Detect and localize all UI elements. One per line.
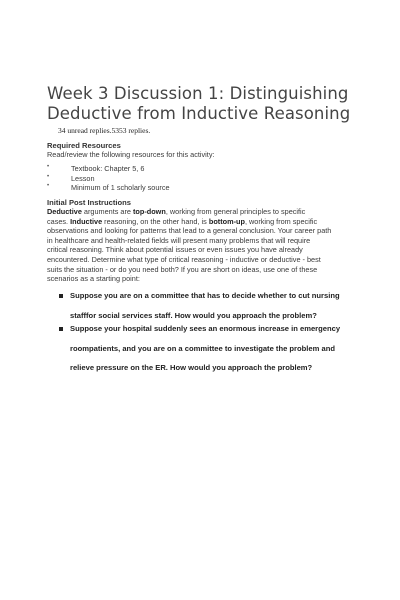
title-line-1: Week 3 Discussion 1: Distinguishing xyxy=(47,84,349,103)
paragraph-line: in healthcare and health-related fields will present many problems that will require xyxy=(47,235,311,245)
bullet-icon: • xyxy=(47,183,50,190)
resource-item xyxy=(47,183,347,193)
resource-item-label: Textbook: Chapter 5, 6 xyxy=(71,164,145,173)
paragraph-line: scenarios as a starting point: xyxy=(47,274,140,284)
text-run: , working from general principles to specific xyxy=(165,207,306,216)
text-run: , working from specific xyxy=(244,216,318,226)
text-run: arguments are xyxy=(81,207,133,216)
required-resources-heading: Required Resources xyxy=(47,141,121,150)
paragraph-line xyxy=(47,217,357,227)
term-inductive: Inductive xyxy=(70,216,103,226)
resource-list xyxy=(47,164,347,193)
term-deductive: Deductive xyxy=(47,207,82,216)
scenario-line: stafffor social services staff. How would you approach the problem? xyxy=(70,310,317,320)
scenario-item xyxy=(58,324,378,383)
resource-item-label: Lesson xyxy=(71,173,95,183)
scenario-line: relieve pressure on the ER. How would you approach the problem? xyxy=(70,363,313,372)
paragraph-line xyxy=(47,207,357,217)
paragraph-line: critical reasoning. Think about potential issues or even issues you have already xyxy=(47,245,303,255)
term-top-down: top-down xyxy=(132,207,166,216)
initial-post-paragraph xyxy=(47,207,357,284)
title-line-2: Deductive from Inductive Reasoning xyxy=(47,104,351,123)
square-bullet-icon xyxy=(59,294,63,298)
paragraph-line: encountered. Determine what type of critical reasoning - inductive or deductive - best xyxy=(47,254,321,264)
resource-item xyxy=(47,174,347,184)
paragraph-line: suits the situation - or do you need both? If you are short on ideas, use one of these xyxy=(47,264,318,274)
reply-count[interactable]: 34 unread replies.5353 replies. xyxy=(58,126,151,135)
required-resources-instruction: Read/review the following resources for this activity: xyxy=(47,150,215,159)
resource-item-label: Minimum of 1 scholarly source xyxy=(71,183,170,193)
square-bullet-icon xyxy=(59,327,63,331)
resource-item xyxy=(47,164,347,174)
scenario-line: Suppose your hospital suddenly sees an enormous increase in emergency xyxy=(70,324,341,333)
scenario-line: roompatients, and you are on a committee to investigate the problem and xyxy=(70,343,335,353)
initial-post-heading: Initial Post Instructions xyxy=(47,198,131,207)
text-run: cases. xyxy=(47,216,71,226)
scenario-line: Suppose you are on a committee that has to decide whether to cut nursing xyxy=(70,291,340,300)
page-title xyxy=(47,84,377,124)
term-bottom-up: bottom-up xyxy=(208,216,245,226)
bullet-icon: • xyxy=(47,173,50,180)
text-run: reasoning, on the other hand, is xyxy=(102,216,209,226)
bullet-icon: • xyxy=(47,164,50,170)
paragraph-line: observations and looking for patterns that lead to a general conclusion. Your career path xyxy=(47,226,332,236)
